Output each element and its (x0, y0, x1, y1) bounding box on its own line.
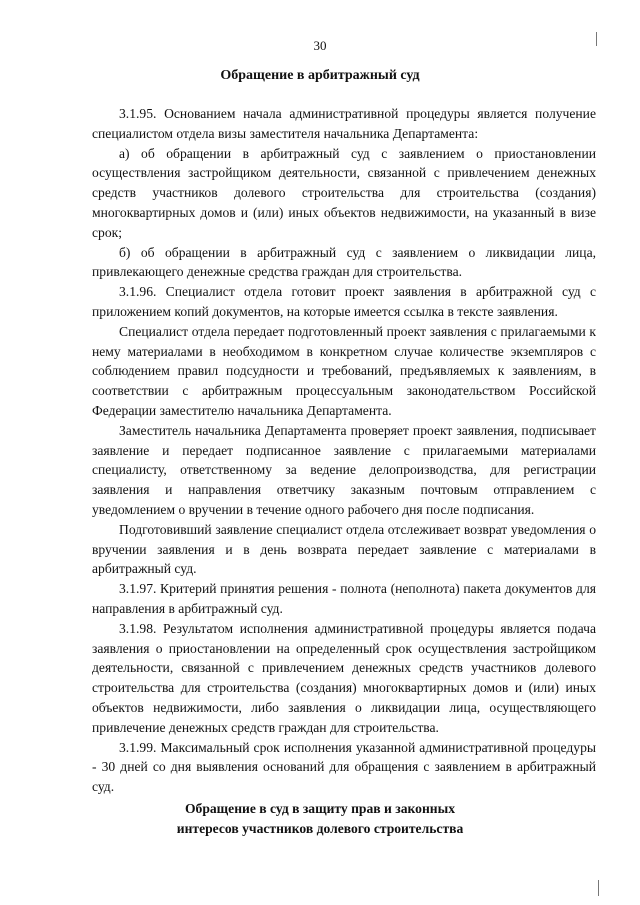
paragraph-item-b: б) об обращении в арбитражный суд с заявлением о ликвидации лица, привлекающего денежные средства граждан для строительства. (92, 244, 596, 280)
paragraph-notification-tracking: Подготовивший заявление специалист отдела отслеживает возврат уведомления о вручении заявления и в день возврата передает заявление с материалами в арбитражный суд. (92, 521, 596, 577)
paragraph-3-1-96: 3.1.96. Специалист отдела готовит проект заявления в арбитражной суд с приложением копий документов, на которые имеется ссылка в тексте заявления. (92, 284, 596, 319)
paragraph-3-1-98: 3.1.98. Результатом исполнения административной процедуры является подача заявления о приостановлении на определенный срок осуществления застройщиком деятельности, связанной с привлечением денежных средств участников долевого строительства для строительства (создания) многоквартирных домов и (или) иных объектов недвижимости, либо заявления о ликвидации лица, осуществляющего привлечение денежных средств граждан для строительства. (92, 620, 596, 735)
scan-edge-mark-bottom (598, 880, 599, 896)
paragraph-3-1-97: 3.1.97. Критерий принятия решения - полнота (неполнота) пакета документов для направления в арбитражный суд. (92, 581, 596, 616)
paragraph-deputy-review: Заместитель начальника Департамента проверяет проект заявления, подписывает заявление и передает подписанное заявление с прилагаемыми материалами специалисту, ответственному за ведение делопроизводства, для регистрации заявления и направления ответчику заказным почтовым отправлением с уведомлением о вручении в течение одного рабочего дня после подписания. (92, 422, 596, 517)
paragraph-3-1-99: 3.1.99. Максимальный срок исполнения указанной административной процедуры - 30 дней со дня выявления оснований для обращения с заявлением в арбитражный суд. (92, 739, 596, 795)
section-title (0, 799, 640, 839)
paragraph-3-1-95: 3.1.95. Основанием начала административной процедуры является получение специалистом отдела визы заместителя начальника Департамента: (92, 106, 596, 141)
document-title: Обращение в арбитражный суд (220, 68, 420, 83)
page-number: 30 (313, 38, 327, 53)
scan-edge-mark-top (596, 32, 597, 46)
section-title-line-2: интересов участников долевого строительства (176, 820, 464, 836)
document-body (92, 104, 596, 797)
paragraph-specialist-transfer: Специалист отдела передает подготовленный проект заявления с прилагаемыми к нему материалами в необходимом в конкретном случае количестве экземпляров с соблюдением правил подсудности и требований, предъявляемых к заявлениям, в соответствии с арбитражным процессуальным законодательством Российской Федерации заместителю начальника Департамента. (92, 323, 596, 418)
paragraph-item-a: а) об обращении в арбитражный суд с заявлением о приостановлении осуществления застройщиком деятельности, связанной с привлечением денежных средств участников долевого строительства для строительства (создания) многоквартирных домов и (или) иных объектов недвижимости, на указанный в визе срок; (92, 145, 596, 240)
section-title-line-1: Обращение в суд в защиту прав и законных (184, 801, 456, 816)
